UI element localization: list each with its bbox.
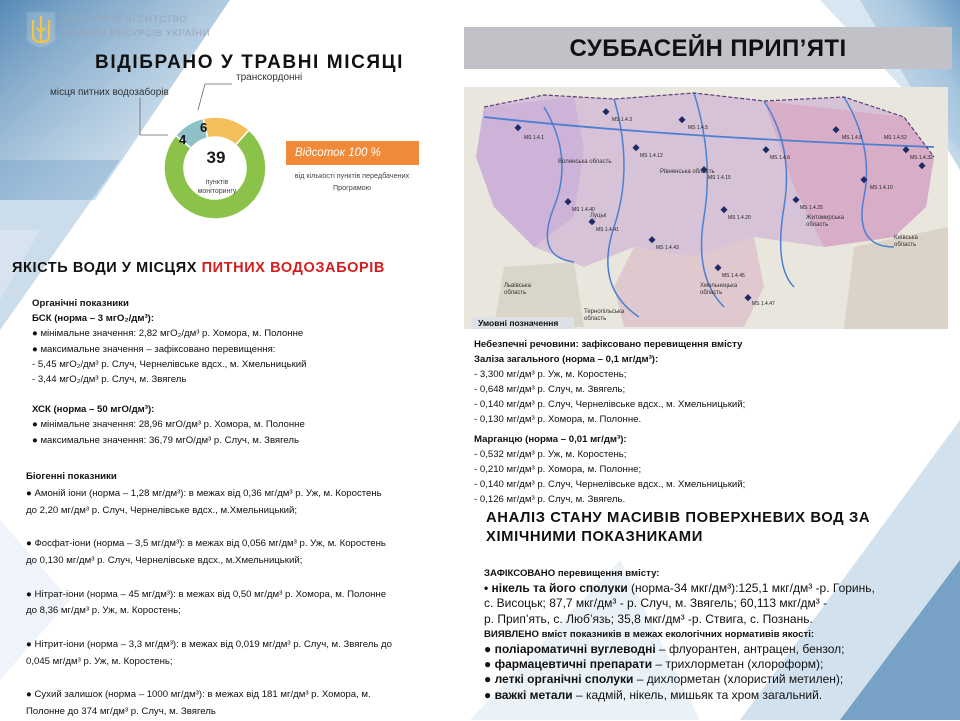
organic-line: ● мінімальне значення: 28,96 мгО/дм³ р. Хомора, м. Полонне (32, 419, 305, 431)
found-item-rest: – флуорантен, антрацен, бензол; (655, 642, 845, 657)
biogenic-heading: Біогенні показники (26, 471, 117, 482)
organic-line: - 5,45 мгО₂/дм³ р. Случ, Чернелівське вдсх., м. Хмельницький (32, 358, 307, 370)
map-region-label: Волинська область (558, 159, 612, 165)
hazardous-line: - 0,210 мг/дм³ р. Хомора, м. Полонне; (474, 463, 642, 475)
nickel-bold: • нікель та його сполуки (484, 581, 628, 596)
donut-total: 39 (206, 148, 226, 167)
biogenic-line: ● Нітрат-іони (норма – 45 мг/дм³): в межах від 0,50 мг/дм³ р. Хомора, м. Полонне (26, 588, 387, 600)
water-quality-title-part1: ЯКІСТЬ ВОДИ У МІСЦЯХ (12, 260, 202, 276)
map-region-label: Луцьк (590, 213, 607, 219)
biogenic-line: ● Нітрит-іони (норма – 3,3 мг/дм³): в межах від 0,019 мг/дм³ р. Случ, м. Звягель до (26, 638, 392, 650)
water-quality-title (12, 260, 385, 276)
organic-heading: Органічні показники (32, 298, 129, 309)
map-station-label: MS 1.4.15 (708, 175, 731, 181)
spacer (26, 671, 446, 688)
found-item-bold: ● важкі метали (484, 687, 573, 702)
hazardous-line: - 0,130 мг/дм³ р. Хомора, м. Полонне. (474, 414, 642, 426)
hazardous-line: - 3,300 мг/дм³ р. Уж, м. Коростень; (474, 369, 627, 381)
found-item-rest: – кадмій, нікель, мишьяк та хром загальний. (572, 687, 823, 702)
map-station-label: MS 1.4.5 (688, 125, 709, 131)
biogenic-line: ● Сухий залишок (норма – 1000 мг/дм³): в межах від 181 мг/дм³ р. Хомора, м. (26, 689, 371, 701)
hsk-heading: ХСК (норма – 50 мгО/дм³): (32, 404, 155, 416)
donut-total-caption: пунктів моніторингу (197, 179, 237, 195)
map-station-label: MS 1.4.43 (656, 245, 679, 251)
found-item-bold: ● фармацевтичні препарати (484, 657, 653, 672)
map-station-label: MS 1.4.8 (842, 135, 863, 141)
nickel-rest: (норма-34 мкг/дм³):125,1 мкг/дм³ -р. Горинь, (627, 581, 875, 596)
basin-map (464, 87, 948, 329)
found-item (484, 672, 944, 687)
map-station-label: MS 1.4.20 (728, 215, 751, 221)
map-station-label: MS 1.4.1 (524, 135, 545, 141)
iron-heading: Заліза загального (норма – 0,1 мг/дм³): (474, 354, 659, 366)
map-region-label: Житомирська область (806, 215, 844, 228)
analysis-details (484, 566, 944, 703)
donut-label-transboundary: транскордонні (236, 72, 303, 83)
spacer (26, 519, 446, 536)
biogenic-line: 0,045 мг/дм³ р. Уж, м. Коростень; (26, 655, 173, 667)
agency-line-1: ДЕРЖАВНЕ АГЕНТСТВО (64, 14, 188, 25)
map-station-label: MS 1.4.40 (572, 207, 595, 213)
organic-line: ● максимальне значення: 36,79 мгО/дм³ р. Случ, м. Звягель (32, 434, 300, 446)
map-station-label: MS 1.4.3 (612, 117, 633, 123)
donut-label-drinking: місця питних водозаборів (50, 87, 169, 98)
organic-line: - 3,44 мгО₂/дм³ р. Случ, м. Звягель (32, 374, 187, 386)
nickel-line-2: с. Висоцьк; 87,7 мкг/дм³ - р. Случ, м. Звягель; 60,113 мкг/дм³ - (484, 596, 828, 611)
percent-badge: Відсоток 100 % (286, 141, 419, 165)
map-station-label: MS 1.4.12 (640, 153, 663, 159)
found-item-bold: ● поліароматичні вуглеводні (484, 642, 656, 657)
map-region-label: Тернопільська область (584, 309, 625, 322)
biogenic-line: до 2,20 мг/дм³ р. Случ, Чернелівське вдсх., м.Хмельницький; (26, 504, 298, 516)
map-station-label: MS 1.4.6 (770, 155, 791, 161)
basin-title: СУББАСЕЙН ПРИП’ЯТІ (464, 27, 952, 69)
map-legend: Умовні позначення (472, 317, 574, 329)
organic-line: ● максимальне значення – зафіксовано перевищення: (32, 343, 276, 355)
donut-segment-label-drinking: 4 (179, 132, 187, 147)
organic-line: ● мінімальне значення: 2,82 мгО₂/дм³ р. Хомора, м. Полонне (32, 328, 304, 340)
percent-note: від кількості пунктів передбачених Програмою (294, 171, 410, 192)
selected-title: ВІДІБРАНО У ТРАВНІ МІСЯЦІ (95, 52, 405, 73)
map-region-label: Львівська область (504, 283, 531, 296)
hazardous-line: - 0,140 мг/дм³ р. Случ, Чернелівське вдсх., м. Хмельницький; (474, 478, 746, 490)
organic-indicators (32, 296, 452, 448)
map-station-label: MS 1.4.32 (910, 155, 933, 161)
fixed-label: ЗАФІКСОВАНО перевищення вмісту: (484, 568, 660, 579)
map-station-label: MS 1.4.25 (800, 205, 823, 211)
biogenic-line: до 0,130 мг/дм³ р. Случ, Чернелівське вдсх., м.Хмельницький; (26, 554, 303, 566)
found-item-rest: – трихлорметан (хлороформ); (652, 657, 824, 672)
biogenic-line: до 8,36 мг/дм³ р. Уж, м. Коростень; (26, 605, 181, 617)
found-item-bold: ● леткі органічні сполуки (484, 672, 634, 687)
agency-line-2: ВОДНИХ РЕСУРСІВ УКРАЇНИ (64, 28, 210, 39)
monitoring-donut-chart (162, 112, 268, 222)
map-region-label: Хмельницька область (700, 283, 738, 296)
hazardous-heading: Небезпечні речовини: зафіксовано перевищення вмісту (474, 339, 743, 350)
hazardous-substances (474, 337, 914, 507)
water-quality-title-part2: ПИТНИХ ВОДОЗАБОРІВ (201, 260, 385, 276)
map-station-label: MS 1.4.52 (884, 135, 907, 141)
hazardous-line: - 0,648 мг/дм³ р. Случ, м. Звягель; (474, 384, 626, 396)
map-region-label: Рівненська область (660, 169, 715, 175)
donut-segment-label-transboundary: 6 (200, 120, 208, 135)
analysis-title: АНАЛІЗ СТАНУ МАСИВІВ ПОВЕРХНЕВИХ ВОД ЗА ХІМІЧНИМИ ПОКАЗНИКАМИ (486, 510, 871, 545)
map-station-label: MS 1.4.10 (870, 185, 893, 191)
found-label: ВИЯВЛЕНО вміст показників в межах екологічних нормативів якості: (484, 628, 815, 640)
bsk-heading: БСК (норма – 3 мгО₂/дм³): (32, 313, 155, 325)
map-station-label: MS 1.4.45 (722, 273, 745, 279)
found-item-rest: – дихлорметан (хлористий метилен); (633, 672, 844, 687)
found-item (484, 657, 944, 672)
hazardous-line: - 0,532 мг/дм³ р. Уж, м. Коростень; (474, 448, 627, 460)
spacer (26, 570, 446, 587)
map-region-label: Київська область (894, 235, 918, 248)
hazardous-line: - 0,140 мг/дм³ р. Случ, Чернелівське вдсх., м. Хмельницький; (474, 399, 746, 411)
biogenic-line: ● Амоній іони (норма – 1,28 мг/дм³): в межах від 0,36 мг/дм³ р. Уж, м. Коростень (26, 487, 382, 499)
spacer (32, 387, 452, 402)
hazardous-line: - 0,126 мг/дм³ р. Случ, м. Звягель. (474, 493, 626, 505)
map-station-label: MS 1.4.41 (596, 227, 619, 233)
found-item (484, 642, 944, 657)
nickel-line (484, 581, 944, 596)
map-station-label: MS 1.4.47 (752, 301, 775, 307)
manganese-heading: Марганцю (норма – 0,01 мг/дм³): (474, 433, 627, 445)
biogenic-indicators (26, 469, 446, 721)
biogenic-line: ● Фосфат-іони (норма – 3,5 мг/дм³): в межах від 0,056 мг/дм³ р. Уж, м. Коростень (26, 538, 386, 550)
nickel-line-3: р. Прип’ять, с. Люб’язь; 35,8 мкг/дм³ -р. Ствига, с. Познань. (484, 611, 813, 626)
spacer (26, 620, 446, 637)
biogenic-line: Полонне до 374 мг/дм³ р. Случ, м. Звягель (26, 706, 216, 718)
found-item (484, 688, 944, 703)
